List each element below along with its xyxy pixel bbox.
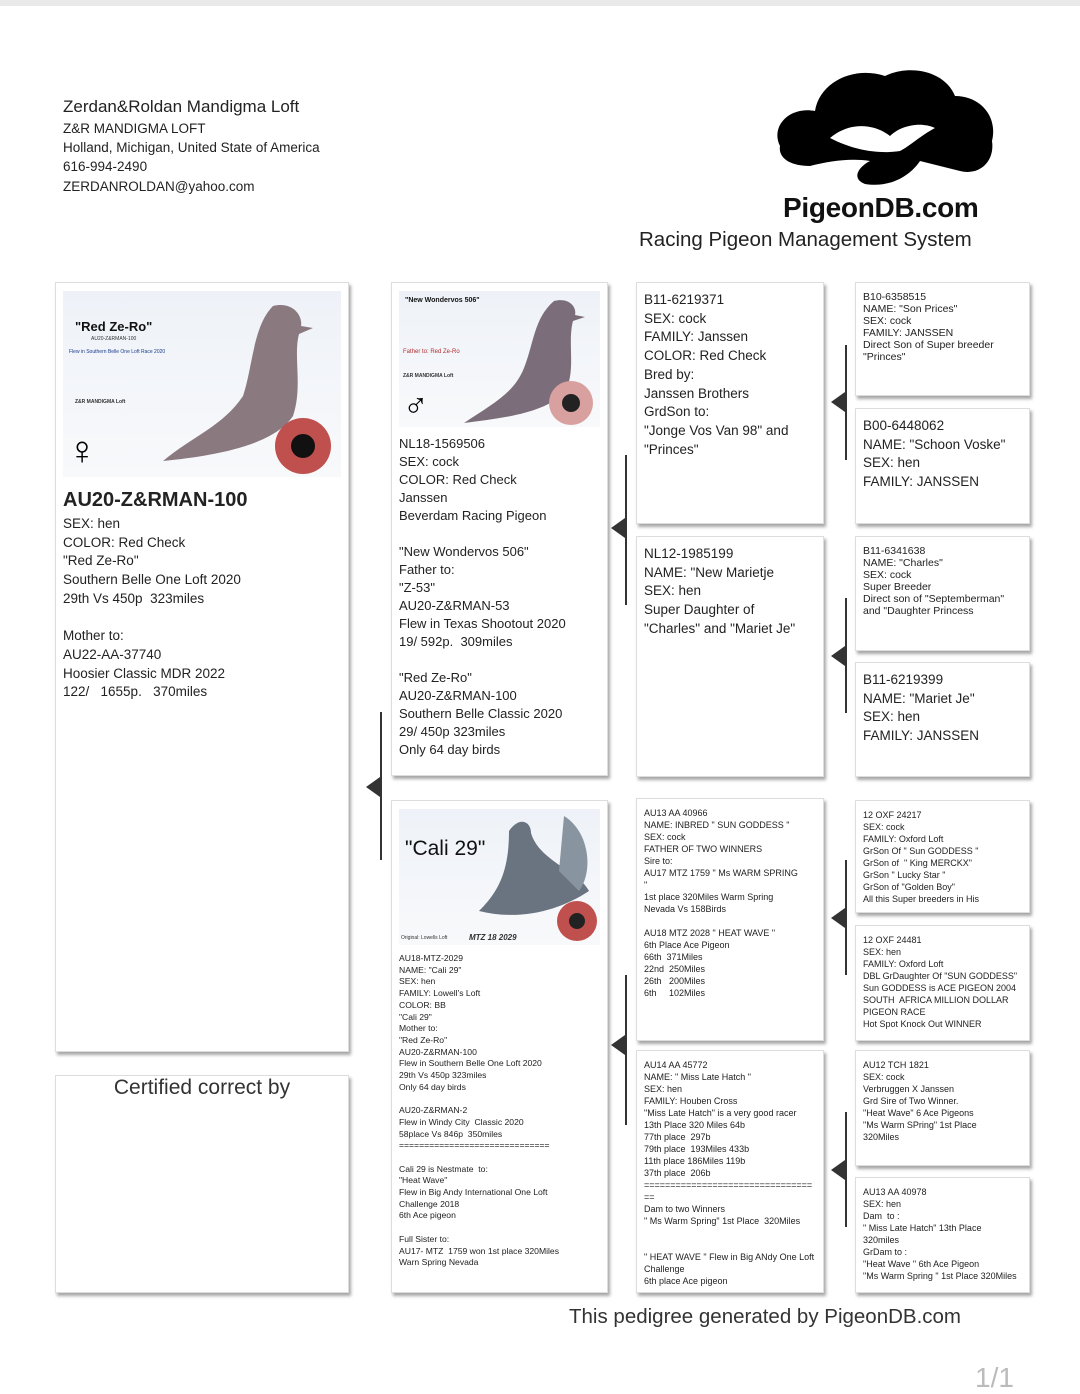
gen4-card-6: 12 OXF 24481 SEX: hen FAMILY: Oxford Loft DBL GrDaughter Of "SUN GODDESS" Sun GODDESS is ACE PIGEON 2004 SOUTH AFRICA MILLION DOLLAR PIGEON RACE Hot Spot Knock Out WINNER <box>855 925 1030 1041</box>
connector-line <box>845 598 847 713</box>
connector-arrow-icon <box>831 908 845 928</box>
connector-arrow-icon <box>611 1035 625 1055</box>
loft-address: Holland, Michigan, United State of America <box>63 140 320 156</box>
brand-name: PigeonDB.com <box>783 192 979 223</box>
connector-arrow-icon <box>831 1160 845 1180</box>
loft-header <box>63 95 320 196</box>
connector-line <box>625 455 627 605</box>
gen3-card-1: B11-6219371 SEX: cock FAMILY: Janssen COLOR: Red Check Bred by: Janssen Brothers GrdSon to: "Jonge Vos Van 98" and "Princes" <box>636 282 824 524</box>
sire-photo <box>399 291 600 427</box>
top-bar <box>0 0 1080 6</box>
subject-details: SEX: hen COLOR: Red Check "Red Ze-Ro" Southern Belle One Loft 2020 29th Vs 450p 323miles Mother to: AU22-AA-37740 Hoosier Classic MDR 2022 122/ 1655p. 370miles <box>63 516 241 700</box>
sire-details: NL18-1569506 SEX: cock COLOR: Red Check Janssen Beverdam Racing Pigeon "New Wondervos 506" Father to: "Z-53" AU20-Z&RMAN-53 Flew in Texas Shootout 2020 19/ 592p. 309miles "Red Ze-Ro" AU20-Z&RMAN-100 Southern Belle Classic 2020 29/ 450p 323miles Only 64 day birds <box>399 436 566 757</box>
gen4-card-1: B10-6358515 NAME: "Son Prices" SEX: cock FAMILY: JANSSEN Direct Son of Super breeder "Princes" <box>855 282 1030 396</box>
pigeondb-logo-icon <box>770 66 1000 191</box>
connector-arrow-icon <box>366 777 380 797</box>
photo-owner: Z&R MANDIGMA Loft <box>75 399 126 405</box>
photo-ring: MTZ 18 2029 <box>469 933 517 942</box>
footer-note: This pedigree generated by PigeonDB.com <box>569 1305 962 1328</box>
connector-line <box>380 712 382 860</box>
gen3-card-2: NL12-1985199 NAME: "New Marietje SEX: hen Super Daughter of "Charles" and "Mariet Je" <box>636 536 824 777</box>
photo-race: Flew in Southern Belle One Loft Race 2020 <box>69 349 166 355</box>
certification-box <box>55 1075 349 1293</box>
subject-card <box>55 282 349 1052</box>
loft-name: Zerdan&Roldan Mandigma Loft <box>63 97 300 116</box>
dam-details: AU18-MTZ-2029 NAME: "Cali 29" SEX: hen FAMILY: Lowell's Loft COLOR: BB "Cali 29" Mother to: "Red Ze-Ro" AU20-Z&RMAN-100 Flew in Southern Belle One Loft 2020 29th Vs 450p 323miles Only 64 day birds AU20-Z&RMAN-2 Flew in Windy City Classic 2020 58place Vs 846p 350miles ============================== Cali 29 is Nestmate to: "Heat Wave" Flew in Big Andy International One Loft Challenge 2018 6th Ace pigeon Full Sister to: AU17- MTZ 1759 won 1st place 320Miles Warn Spring Nevada <box>399 953 560 1268</box>
loft-phone: 616-994-2490 <box>63 159 148 175</box>
gen3-card-3: AU13 AA 40966 NAME: INBRED " SUN GODDESS " SEX: cock FATHER OF TWO WINNERS Sire to: AU17 MTZ 1759 " Ms WARM SPRING " 1st place 320Miles Warm Spring Nevada Vs 158Birds AU18 MTZ 2028 " HEAT WAVE " 6th Place Ace Pigeon 66th 371Miles 22nd 250Miles 26th 200Miles 6th 102Miles <box>636 798 824 1041</box>
loft-line: Z&R MANDIGMA LOFT <box>63 121 206 136</box>
connector-line <box>845 860 847 975</box>
connector-line <box>845 1112 847 1227</box>
photo-father-to: Father to: Red Ze-Ro <box>403 349 460 355</box>
gen4-card-7: AU12 TCH 1821 SEX: cock Verbruggen X Janssen Grd Sire of Two Winner. "Heat Wave" 6 Ace Pigeons "Ms Warm SPring" 1st Place 320Miles <box>855 1050 1030 1166</box>
gen4-card-8: AU13 AA 40978 SEX: hen Dam to : " Miss Late Hatch" 13th Place 320miles GrDam to : "Heat Wave " 6th Ace Pigeon "Ms Warm Spring " 1st Place 320Miles <box>855 1177 1030 1293</box>
connector-arrow-icon <box>611 518 625 538</box>
brand-tagline: Racing Pigeon Management System <box>639 228 972 251</box>
pigeon-icon <box>153 296 333 476</box>
certified-label: Certified correct by <box>113 1076 291 1099</box>
photo-owner: Original: Lowells Loft <box>401 935 448 941</box>
gen4-card-3: B11-6341638 NAME: "Charles" SEX: cock Super Breeder Direct son of "Septemberman" and "Daughter Princess <box>855 536 1030 651</box>
pigeon-icon <box>469 811 599 945</box>
dam-card <box>391 800 608 1293</box>
photo-owner: Z&R MANDIGMA Loft <box>403 373 454 379</box>
connector-line <box>845 345 847 460</box>
subject-photo <box>63 291 341 477</box>
photo-title: "Red Ze-Ro" <box>75 319 153 334</box>
dam-photo <box>399 809 600 945</box>
gen4-card-4: B11-6219399 NAME: "Mariet Je" SEX: hen FAMILY: JANSSEN <box>855 662 1030 777</box>
sire-card <box>391 282 608 776</box>
gen4-card-5: 12 OXF 24217 SEX: cock FAMILY: Oxford Loft GrSon Of " Sun GODDESS " GrSon of " King MERCKX" GrSon " Lucky Star " GrSon of "Golden Boy" All this Super breeders in His <box>855 800 1030 913</box>
photo-title: "Cali 29" <box>405 837 486 860</box>
gen3-card-4: AU14 AA 45772 NAME: " Miss Late Hatch " SEX: hen FAMILY: Houben Cross "Miss Late Hatch" is a very good racer 13th Place 320 Miles 64b 77th place 297b 79th place 193Miles 433b 11th place 186Miles 119b 37th place 206b ================================== Dam to two Winners " Ms Warm Spring" 1st Place 320Miles " HEAT WAVE " Flew in Big ANdy One Loft Challenge 6th place Ace pigeon <box>636 1050 824 1293</box>
page-number: 1/1 <box>975 1362 1014 1393</box>
male-symbol-icon: ♂ <box>403 387 429 425</box>
loft-email: ZERDANROLDAN@yahoo.com <box>63 178 255 194</box>
subject-ring: AU20-Z&RMAN-100 <box>63 489 248 511</box>
connector-arrow-icon <box>831 392 845 412</box>
photo-title: "New Wondervos 506" <box>405 297 480 304</box>
gen4-card-2: B00-6448062 NAME: "Schoon Voske" SEX: hen FAMILY: JANSSEN <box>855 408 1030 524</box>
connector-line <box>625 975 627 1125</box>
photo-ring: AU20-Z&RMAN-100 <box>91 336 137 342</box>
female-symbol-icon: ♀ <box>67 429 97 473</box>
connector-arrow-icon <box>831 646 845 666</box>
pigeon-icon <box>459 293 599 427</box>
